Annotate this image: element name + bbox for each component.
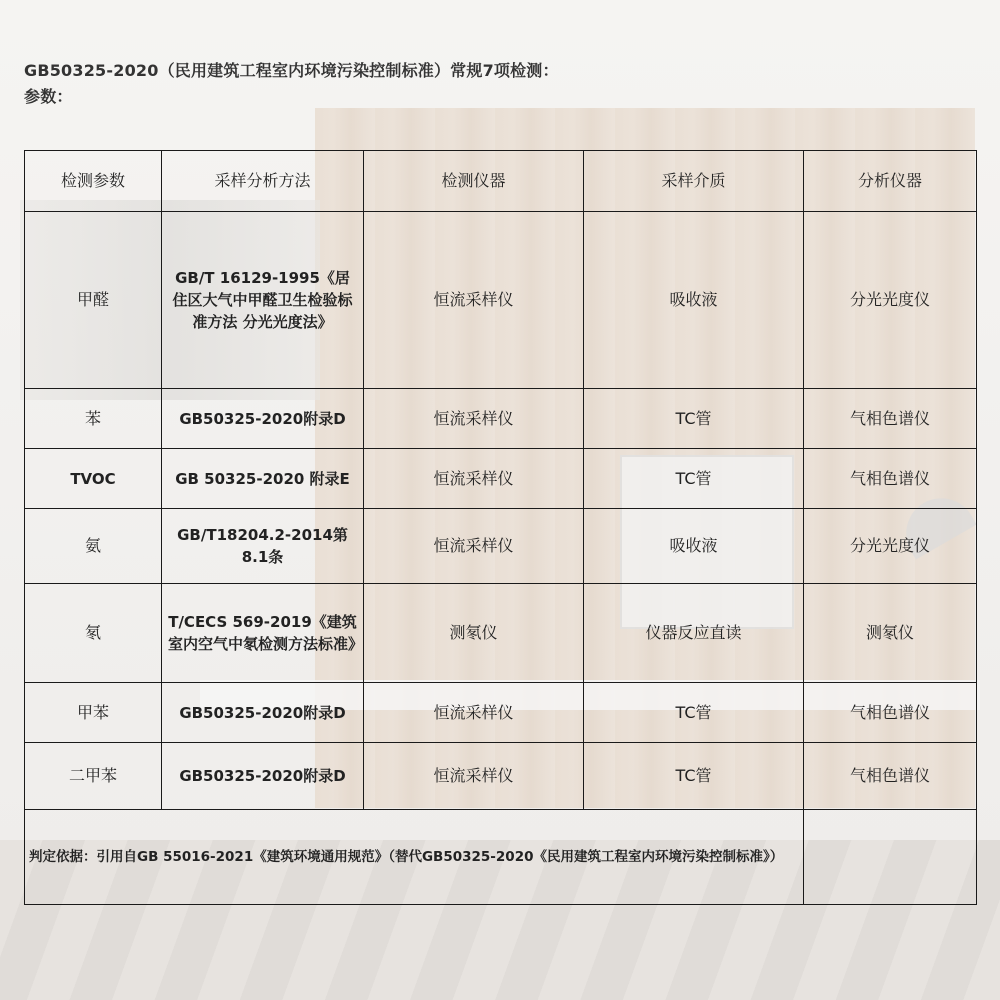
cell-medium: 仪器反应直读 — [584, 584, 804, 683]
judgement-basis-note: 判定依据：引用自GB 55016-2021《建筑环境通用规范》（替代GB50325-2020《民用建筑工程室内环境污染控制标准》） — [25, 810, 804, 905]
header-analyzer: 分析仪器 — [804, 151, 977, 212]
cell-instrument: 测氡仪 — [364, 584, 584, 683]
cell-instrument: 恒流采样仪 — [364, 509, 584, 584]
cell-instrument: 恒流采样仪 — [364, 212, 584, 389]
cell-method: T/CECS 569-2019《建筑室内空气中氡检测方法标准》 — [162, 584, 364, 683]
table-row — [25, 683, 977, 743]
table-row — [25, 212, 977, 389]
header-medium: 采样介质 — [584, 151, 804, 212]
header-param: 检测参数 — [25, 151, 162, 212]
cell-param: 苯 — [25, 389, 162, 449]
table-row — [25, 743, 977, 810]
cell-method: GB50325-2020附录D — [162, 389, 364, 449]
heading-line-2: 参数： — [24, 87, 73, 106]
cell-param: TVOC — [25, 449, 162, 509]
table-row — [25, 449, 977, 509]
cell-instrument: 恒流采样仪 — [364, 389, 584, 449]
cell-method: GB 50325-2020 附录E — [162, 449, 364, 509]
cell-medium: TC管 — [584, 389, 804, 449]
cell-param: 甲醛 — [25, 212, 162, 389]
detection-table — [24, 150, 977, 905]
cell-method: GB50325-2020附录D — [162, 683, 364, 743]
page-heading — [24, 58, 559, 110]
cell-analyzer: 气相色谱仪 — [804, 683, 977, 743]
cell-analyzer: 气相色谱仪 — [804, 449, 977, 509]
cell-param: 甲苯 — [25, 683, 162, 743]
cell-medium: TC管 — [584, 743, 804, 810]
cell-analyzer: 气相色谱仪 — [804, 389, 977, 449]
cell-method: GB50325-2020附录D — [162, 743, 364, 810]
cell-method: GB/T18204.2-2014第8.1条 — [162, 509, 364, 584]
heading-line-1: GB50325-2020（民用建筑工程室内环境污染控制标准）常规7项检测： — [24, 61, 559, 80]
cell-param: 氨 — [25, 509, 162, 584]
cell-instrument: 恒流采样仪 — [364, 449, 584, 509]
cell-medium: 吸收液 — [584, 509, 804, 584]
header-method: 采样分析方法 — [162, 151, 364, 212]
cell-medium: 吸收液 — [584, 212, 804, 389]
cell-instrument: 恒流采样仪 — [364, 683, 584, 743]
cell-method: GB/T 16129-1995《居住区大气中甲醛卫生检验标准方法 分光光度法》 — [162, 212, 364, 389]
note-empty-cell — [804, 810, 977, 905]
cell-medium: TC管 — [584, 683, 804, 743]
cell-analyzer: 分光光度仪 — [804, 509, 977, 584]
cell-param: 氡 — [25, 584, 162, 683]
cell-analyzer: 测氡仪 — [804, 584, 977, 683]
cell-param: 二甲苯 — [25, 743, 162, 810]
table-row — [25, 509, 977, 584]
header-instrument: 检测仪器 — [364, 151, 584, 212]
cell-analyzer: 气相色谱仪 — [804, 743, 977, 810]
table-note-row — [25, 810, 977, 905]
cell-instrument: 恒流采样仪 — [364, 743, 584, 810]
table-row — [25, 389, 977, 449]
cell-analyzer: 分光光度仪 — [804, 212, 977, 389]
cell-medium: TC管 — [584, 449, 804, 509]
table-row — [25, 584, 977, 683]
table-header-row — [25, 151, 977, 212]
